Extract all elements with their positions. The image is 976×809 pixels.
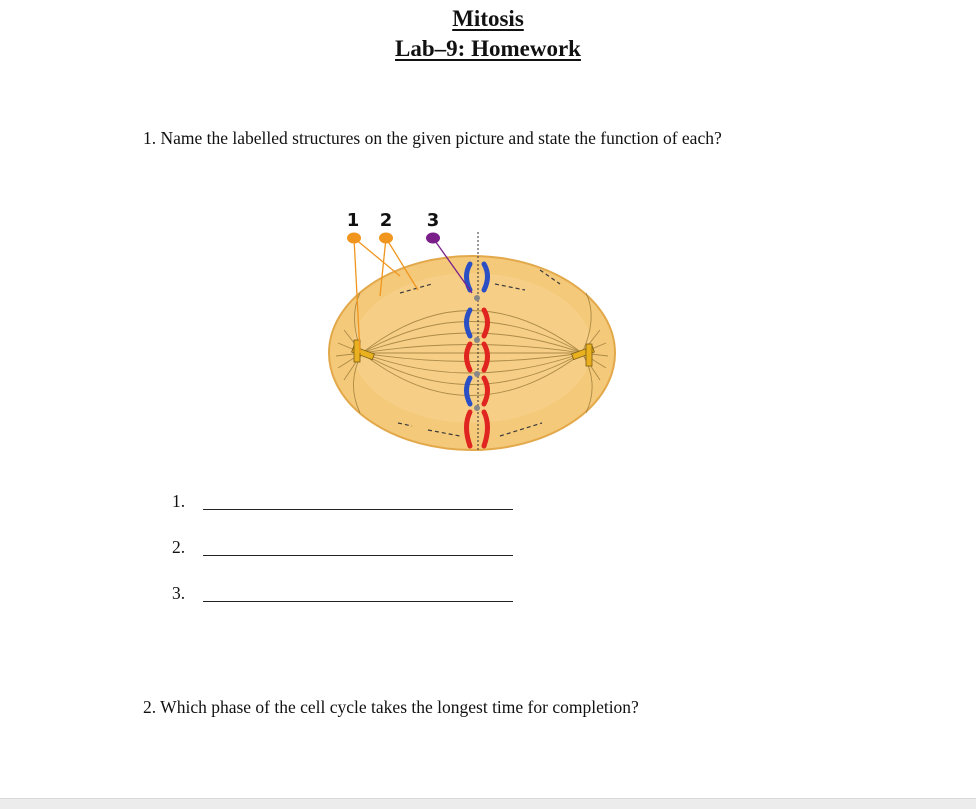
diagram-label-2: 2 — [379, 210, 393, 231]
answer-row-1 — [172, 491, 517, 513]
page-subtitle: Lab–9: Homework — [395, 36, 581, 61]
answer-blank-line[interactable] — [203, 601, 513, 602]
diagram-label-1: 1 — [346, 210, 360, 231]
question-2: 2. Which phase of the cell cycle takes the longest time for completion? — [143, 697, 639, 717]
label-marker-1 — [347, 233, 361, 244]
label-marker-3 — [426, 233, 440, 244]
answer-blank-line[interactable] — [203, 555, 513, 556]
answer-number: 2. — [172, 537, 186, 557]
answer-number: 1. — [172, 491, 186, 511]
window-bottom-edge — [0, 798, 976, 809]
diagram-label-3: 3 — [426, 210, 440, 231]
question-1: 1. Name the labelled structures on the given picture and state the function of each? — [143, 128, 722, 148]
answer-number: 3. — [172, 583, 186, 603]
label-marker-2 — [379, 233, 393, 244]
cell-inner-highlight — [352, 273, 592, 423]
answer-row-2 — [172, 537, 517, 559]
mitosis-diagram — [320, 198, 625, 460]
page-title: Mitosis — [452, 6, 524, 31]
answer-blank-line[interactable] — [203, 509, 513, 510]
answer-row-3 — [172, 583, 517, 605]
